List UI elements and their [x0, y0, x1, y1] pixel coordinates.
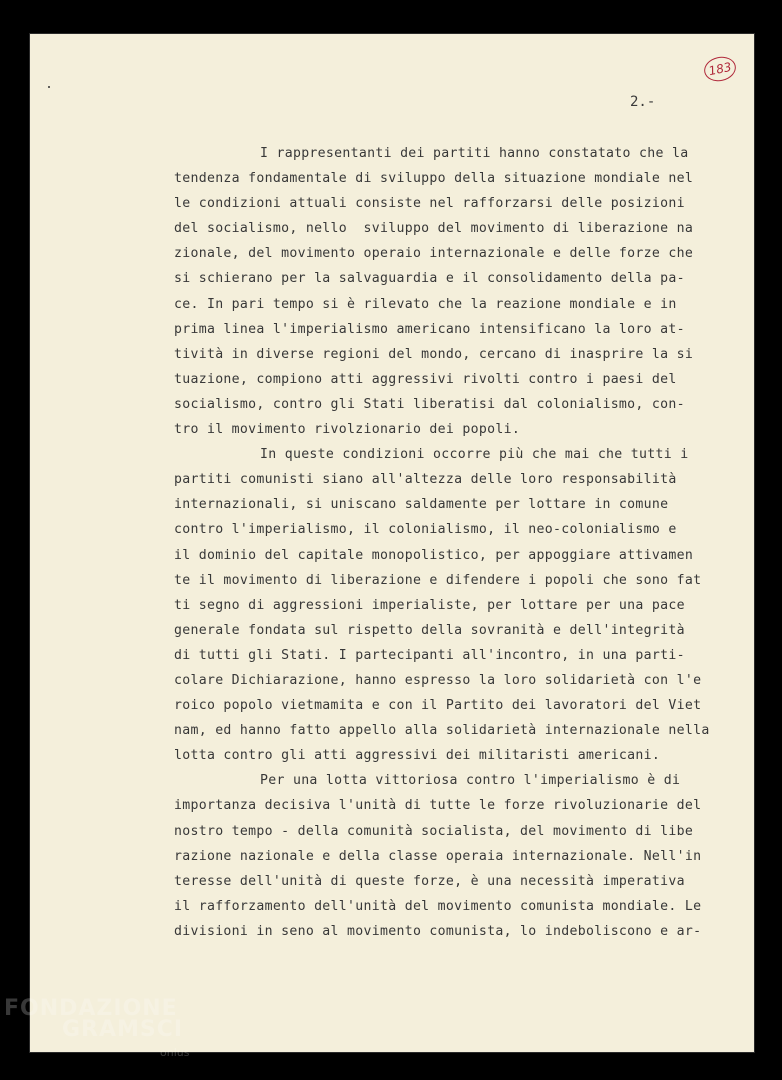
text-line: tendenza fondamentale di sviluppo della situazione mondiale nel — [174, 171, 694, 187]
watermark-line-2: GRAMSCI — [62, 1017, 184, 1042]
watermark-logo — [4, 996, 190, 1059]
text-line: tività in diverse regioni del mondo, cercano di inasprire la si — [174, 346, 694, 362]
text-line: prima linea l'imperialismo americano intensificano la loro at- — [174, 321, 685, 337]
text-line: teresse dell'unità di queste forze, è una necessità imperativa — [174, 873, 685, 889]
text-line: nam, ed hanno fatto appello alla solidarietà internazionale nella — [174, 723, 710, 739]
text-line: partiti comunisti siano all'altezza delle loro responsabilità — [174, 472, 677, 488]
text-line: divisioni in seno al movimento comunista, lo indeboliscono e ar- — [174, 923, 702, 939]
text-line: il rafforzamento dell'unità del movimento comunista mondiale. Le — [174, 898, 702, 914]
text-line: zionale, del movimento operaio internazionale e delle forze che — [174, 246, 694, 262]
text-line: ce. In pari tempo si è rilevato che la reazione mondiale e in — [174, 296, 677, 312]
paper-speck — [48, 86, 50, 88]
text-line: generale fondata sul rispetto della sovranità e dell'integrità — [174, 622, 685, 638]
text-line: tro il movimento rivolzionario dei popoli. — [174, 422, 521, 438]
text-line: lotta contro gli atti aggressivi dei militaristi americani. — [174, 748, 661, 764]
text-line: contro l'imperialismo, il colonialismo, il neo-colonialismo e — [174, 522, 677, 538]
text-line: tuazione, compiono atti aggressivi rivolti contro i paesi del — [174, 371, 677, 387]
text-line: importanza decisiva l'unità di tutte le forze rivoluzionarie del — [174, 798, 702, 814]
page-number: 2.- — [630, 94, 656, 110]
text-line: del socialismo, nello sviluppo del movimento di liberazione na — [174, 221, 694, 237]
folio-stamp: 183 — [702, 54, 738, 84]
text-line: le condizioni attuali consiste nel rafforzarsi delle posizioni — [174, 196, 685, 212]
document-body — [174, 141, 714, 944]
text-line: roico popolo vietmamita e con il Partito dei lavoratori del Viet — [174, 698, 702, 714]
text-line: internazionali, si uniscano saldamente per lottare in comune — [174, 497, 669, 513]
text-line: In queste condizioni occorre più che mai che tutti i — [260, 447, 689, 463]
text-line: socialismo, contro gli Stati liberatisi dal colonialismo, con- — [174, 396, 685, 412]
text-line: te il movimento di liberazione e difendere i popoli che sono fat — [174, 572, 702, 588]
text-line: si schierano per la salvaguardia e il consolidamento della pa- — [174, 271, 685, 287]
text-line: colare Dichiarazione, hanno espresso la loro solidarietà con l'e — [174, 672, 702, 688]
text-line: I rappresentanti dei partiti hanno constatato che la — [260, 146, 689, 161]
text-line: Per una lotta vittoriosa contro l'imperialismo è di — [260, 773, 681, 789]
text-line: nostro tempo - della comunità socialista, del movimento di libe — [174, 823, 694, 839]
text-line: di tutti gli Stati. I partecipanti all'incontro, in una parti- — [174, 647, 685, 663]
text-line: ti segno di aggressioni imperialiste, per lottare per una pace — [174, 597, 685, 613]
watermark-line-1: FONDAZIONE — [4, 996, 178, 1021]
text-line: razione nazionale e della classe operaia internazionale. Nell'in — [174, 848, 702, 864]
watermark-line-3: onlus — [160, 1046, 190, 1059]
text-line: il dominio del capitale monopolistico, per appoggiare attivamen — [174, 547, 694, 563]
